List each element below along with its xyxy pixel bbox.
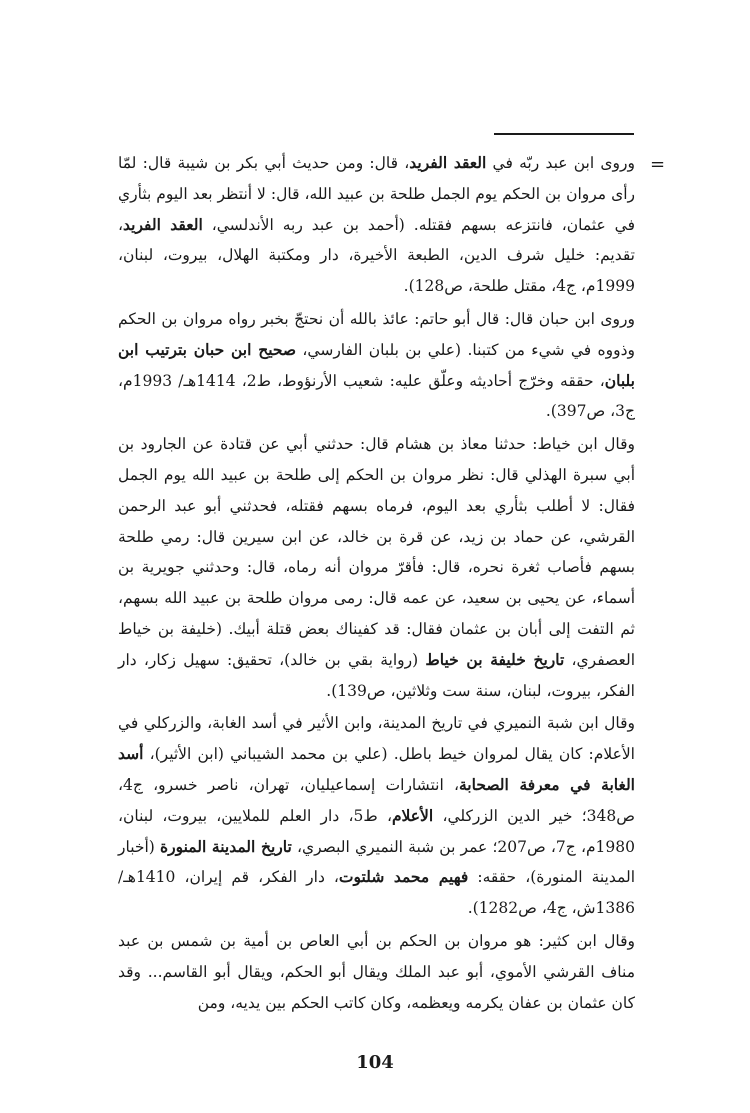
footnote-continuation-marker: = — [650, 154, 666, 175]
text-segment: ، دار الفكر، قم إيران، 1410هـ/ 1386ش، ج4، ص1282). — [118, 868, 635, 918]
text-segment: ، انتشارات إسماعيليان، تهران، ناصر خسرو، ج4، ص348؛ خير الدين الزركلي، — [118, 775, 636, 825]
footnote-separator-rule — [494, 133, 634, 135]
text-segment: ، حققه وخرّج أحاديثه وعلّق عليه: شعيب الأرنؤوط، ط2، 1414هـ/ 1993م، ج3، ص397). — [118, 371, 635, 421]
text-segment: ، تقديم: خليل شرف الدين، الطبعة الأخيرة، دار ومكتبة الهلال، بيروت، لبنان، 1999م، ج4، مقتل طلحة، ص128). — [118, 215, 635, 296]
bold-title-segment: فهيم محمد شلتوت — [338, 867, 469, 887]
bold-title-segment: الأعلام — [391, 805, 434, 825]
bold-title-segment: العقد الفريد — [409, 153, 487, 172]
text-segment: وروى ابن حبان قال: قال أبو حاتم: عائذ بالله أن نحتجّ بخبر رواه مروان بن الحكم وذووه في شيء من كتبنا. (علي بن بلبان الفارسي، — [118, 309, 635, 359]
text-segment: وقال ابن كثير: هو مروان بن الحكم بن أبي العاص بن أمية بن شمس بن عبد مناف القرشي الأموي، أبو عبد الملك ويقال أبو الحكم، ويقال أبو القاسم... وقد كان عثمان بن عفان يكرمه ويعظمه، وكان كاتب الحكم بين يديه، ومن — [118, 931, 635, 1012]
text-segment: وقال ابن خياط: حدثنا معاذ بن هشام قال: حدثني أبي عن قتادة عن الجارود بن أبي سبرة الهذلي قال: نظر مروان بن الحكم إلى طلحة بن عبيد الله يوم الجمل فقال: لا أطلب بثأري بعد اليوم، فرماه بسهم فقتله، فحدثني أبو عبد الرحمن القرشي، عن حماد بن زيد، عن قرة بن خالد، عن ابن سيرين قال: رمي طلحة بسهم فأصاب ثغرة نحره، قال: فأقرّ مروان أنه رماه، قال: وحدثني جويرية بن أسماء، عن يحيى بن سعيد، عن عمه قال: رمى مروان طلحة بن عبيد الله بسهم، ثم التفت إلى أبان بن عثمان فقال: قد كفيناك بعض قتلة أبيك. (خليفة بن خياط العصفري، — [118, 435, 636, 669]
bold-title-segment: صحيح ابن حبان بترتيب ابن بلبان — [118, 339, 635, 390]
text-segment: (رواية بقي بن خالد)، تحقيق: سهيل زكار، دار الفكر، بيروت، لبنان، سنة ست وثلاثين، ص139). — [118, 650, 635, 700]
page-number: 104 — [356, 1052, 394, 1073]
text-segment: ، قال: ومن حديث أبي بكر بن شيبة قال: لمّا رأى مروان بن الحكم يوم الجمل طلحة بن عبيد الله، قال: لا أنتظر بعد اليوم بثأري في عثمان، فانتزعه بسهم فقتله. (أحمد بن عبد ربه الأندلسي، — [118, 154, 635, 234]
text-segment: وقال ابن شبة النميري في تاريخ المدينة، وابن الأثير في أسد الغابة، والزركلي في الأعلام: كان يقال لمروان خيط باطل. (علي بن محمد الشيباني (ابن الأثير)، — [118, 714, 635, 764]
bold-title-segment: تاريخ خليفة بن خياط — [425, 649, 565, 669]
bold-title-segment: أسد الغابة في معرفة الصحابة — [118, 744, 635, 794]
text-segment: ، ط5، دار العلم للملايين، بيروت، لبنان، 1980م، ج7، ص207؛ عمر بن شبة النميري البصري، — [118, 806, 635, 856]
bold-title-segment: تاريخ المدينة المنورة — [159, 836, 292, 856]
footnote-text-block — [118, 148, 635, 1020]
text-segment: وروى ابن عبد ربّه في — [486, 154, 635, 172]
footnote-paragraph — [118, 926, 635, 1018]
text-segment: (أخبار المدينة المنورة)، حققه: — [118, 837, 635, 887]
footnote-paragraph — [118, 304, 635, 427]
footnote-paragraph — [118, 429, 635, 706]
bold-title-segment: العقد الفريد — [123, 214, 203, 234]
footnote-paragraph — [118, 708, 635, 924]
footnote-paragraph — [118, 148, 635, 302]
